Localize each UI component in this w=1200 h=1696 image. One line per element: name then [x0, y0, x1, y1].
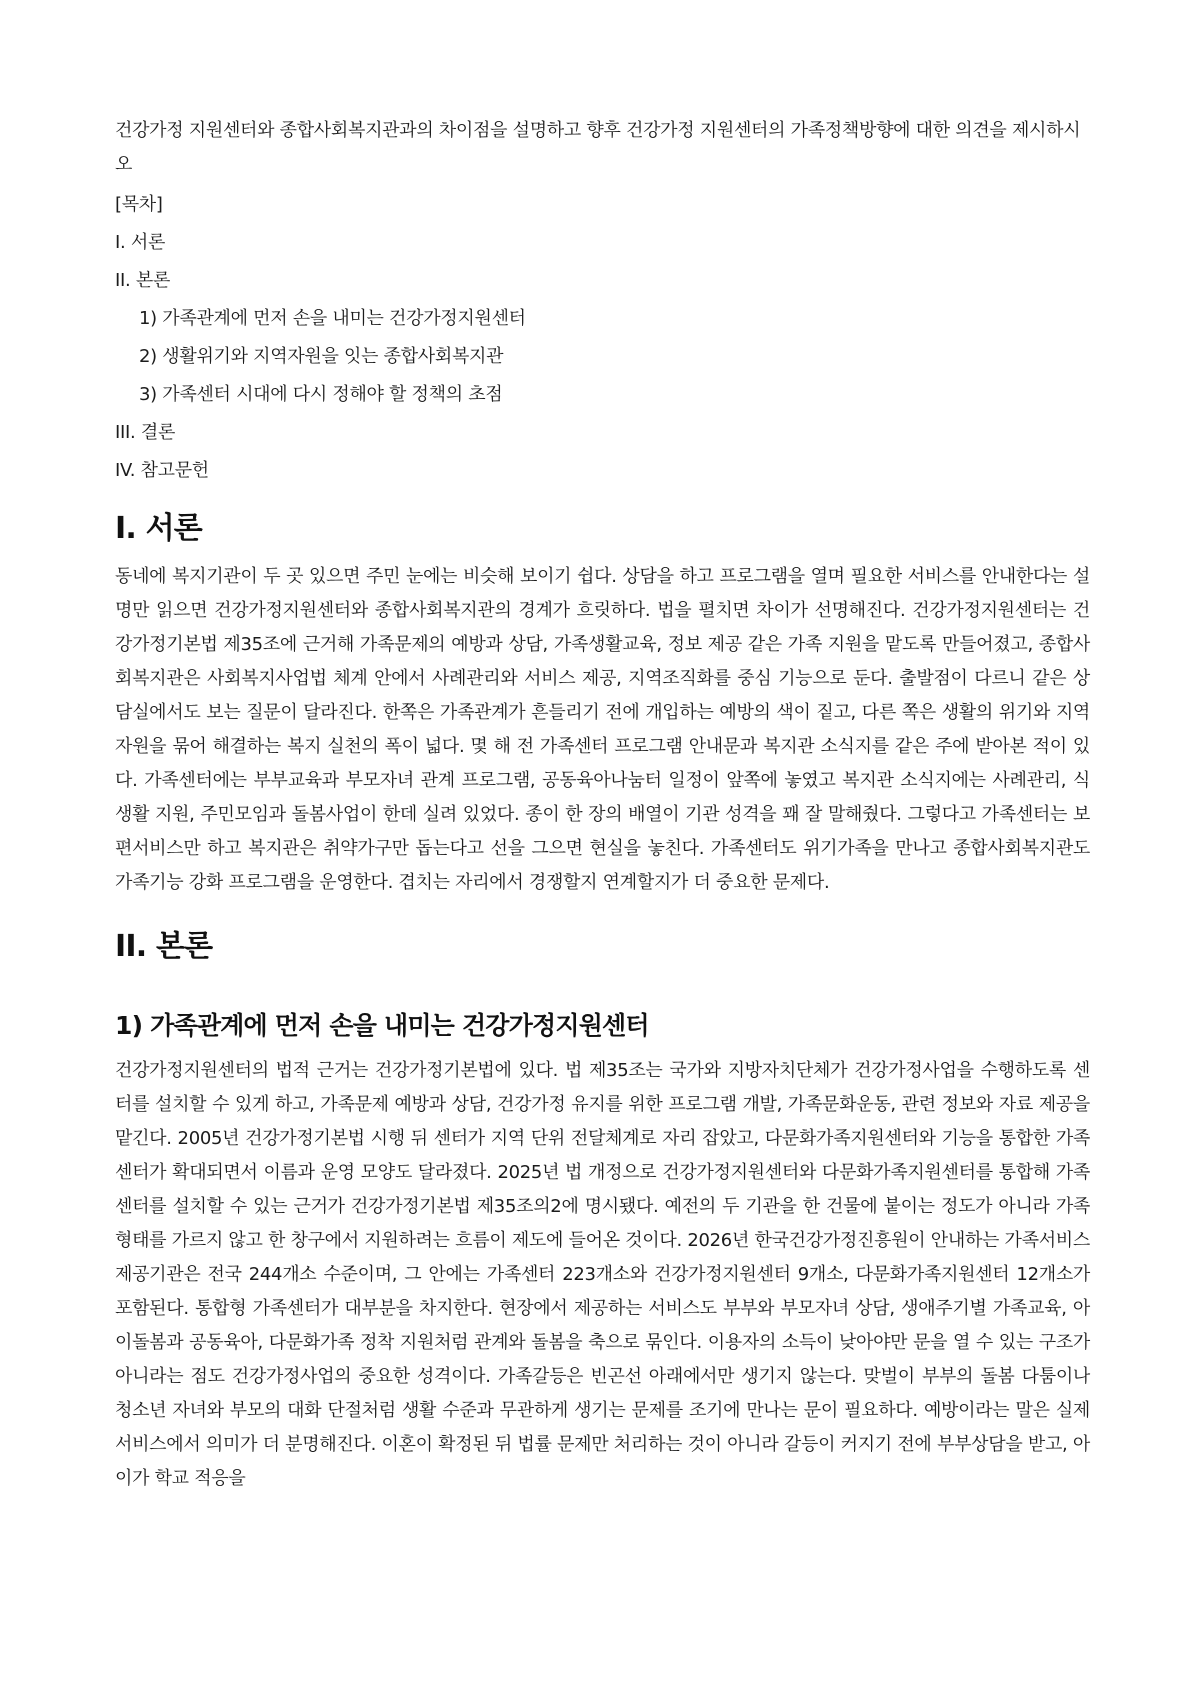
intro-heading: I. 서론 [115, 511, 202, 546]
subsection-1-heading: 1) 가족관계에 먼저 손을 내미는 건강가정지원센터 [115, 1011, 649, 1040]
toc-subitem-2: 2) 생활위기와 지역자원을 잇는 종합사회복지관 [139, 346, 504, 367]
toc-item-intro: I. 서론 [115, 232, 166, 253]
toc-subitem-1: 1) 가족관계에 먼저 손을 내미는 건강가정지원센터 [139, 308, 526, 329]
subsection-1-paragraph: 건강가정지원센터의 법적 근거는 건강가정기본법에 있다. 법 제35조는 국가와 지방자치단체가 건강가정사업을 수행하도록 센터를 설치할 수 있게 하고, 가족문제 예방과 상담, 건강가정 유지를 위한 프로그램 개발, 가족문화운동, 관련 정보와 자료 제공을 맡긴다. 2005년 건강가정기본법 시행 뒤 센터가 지역 단위 전달체계로 자리 잡았고, 다문화가족지원센터와 기능을 통합한 가족센터가 확대되면서 이름과 운영 모양도 달라졌다. 2025년 법 개정으로 건강가정지원센터와 다문화가족지원센터를 통합해 가족센터를 설치할 수 있는 근거가 건강가정기본법 제35조의2에 명시됐다. 예전의 두 기관을 한 건물에 붙이는 정도가 아니라 가족 형태를 가르지 않고 한 창구에서 지원하려는 흐름이 제도에 들어온 것이다. 2026년 한국건강가정진흥원이 안내하는 가족서비스 제공기관은 전국 244개소 수준이며, 그 안에는 가족센터 223개소와 건강가정지원센터 9개소, 다문화가족지원센터 12개소가 포함된다. 통합형 가족센터가 대부분을 차지한다. 현장에서 제공하는 서비스도 부부와 부모자녀 상담, 생애주기별 가족교육, 아이돌봄과 공동육아, 다문화가족 정착 지원처럼 관계와 돌봄을 축으로 묶인다. 이용자의 소득이 낮아야만 문을 열 수 있는 구조가 아니라는 점도 건강가정사업의 중요한 성격이다. 가족갈등은 빈곤선 아래에서만 생기지 않는다. 맞벌이 부부의 돌봄 다툼이나 청소년 자녀와 부모의 대화 단절처럼 생활 수준과 무관하게 생기는 문제를 조기에 만나는 문이 필요하다. 예방이라는 말은 실제 서비스에서 의미가 더 분명해진다. 이혼이 확정된 뒤 법률 문제만 처리하는 것이 아니라 갈등이 커지기 전에 부부상담을 받고, 아이가 학교 적응을 [115, 1060, 1090, 1489]
toc-item-main: II. 본론 [115, 270, 171, 291]
assignment-question: 건강가정 지원센터와 종합사회복지관과의 차이점을 설명하고 향후 건강가정 지원센터의 가족정책방향에 대한 의견을 제시하시오 [115, 120, 1081, 175]
toc-subitem-3: 3) 가족센터 시대에 다시 정해야 할 정책의 초점 [139, 384, 503, 405]
main-heading: II. 본론 [115, 929, 213, 964]
intro-paragraph: 동네에 복지기관이 두 곳 있으면 주민 눈에는 비슷해 보이기 쉽다. 상담을 하고 프로그램을 열며 필요한 서비스를 안내한다는 설명만 읽으면 건강가정지원센터와 종합사회복지관의 경계가 흐릿하다. 법을 펼치면 차이가 선명해진다. 건강가정지원센터는 건강가정기본법 제35조에 근거해 가족문제의 예방과 상담, 가족생활교육, 정보 제공 같은 가족 지원을 맡도록 만들어졌고, 종합사회복지관은 사회복지사업법 체계 안에서 사례관리와 서비스 제공, 지역조직화를 중심 기능으로 둔다. 출발점이 다르니 같은 상담실에서도 보는 질문이 달라진다. 한쪽은 가족관계가 흔들리기 전에 개입하는 예방의 색이 짙고, 다른 쪽은 생활의 위기와 지역 자원을 묶어 해결하는 복지 실천의 폭이 넓다. 몇 해 전 가족센터 프로그램 안내문과 복지관 소식지를 같은 주에 받아본 적이 있다. 가족센터에는 부부교육과 부모자녀 관계 프로그램, 공동육아나눔터 일정이 앞쪽에 놓였고 복지관 소식지에는 사례관리, 식생활 지원, 주민모임과 돌봄사업이 한데 실려 있었다. 종이 한 장의 배열이 기관 성격을 꽤 잘 말해줬다. 그렇다고 가족센터는 보편서비스만 하고 복지관은 취약가구만 돕는다고 선을 그으면 현실을 놓친다. 가족센터도 위기가족을 만나고 종합사회복지관도 가족기능 강화 프로그램을 운영한다. 겹치는 자리에서 경쟁할지 연계할지가 더 중요한 문제다. [115, 566, 1090, 893]
toc-title: [목차] [115, 194, 163, 215]
toc-item-references: IV. 참고문헌 [115, 460, 209, 481]
toc-item-conclusion: III. 결론 [115, 422, 176, 443]
table-of-contents [115, 188, 1090, 488]
